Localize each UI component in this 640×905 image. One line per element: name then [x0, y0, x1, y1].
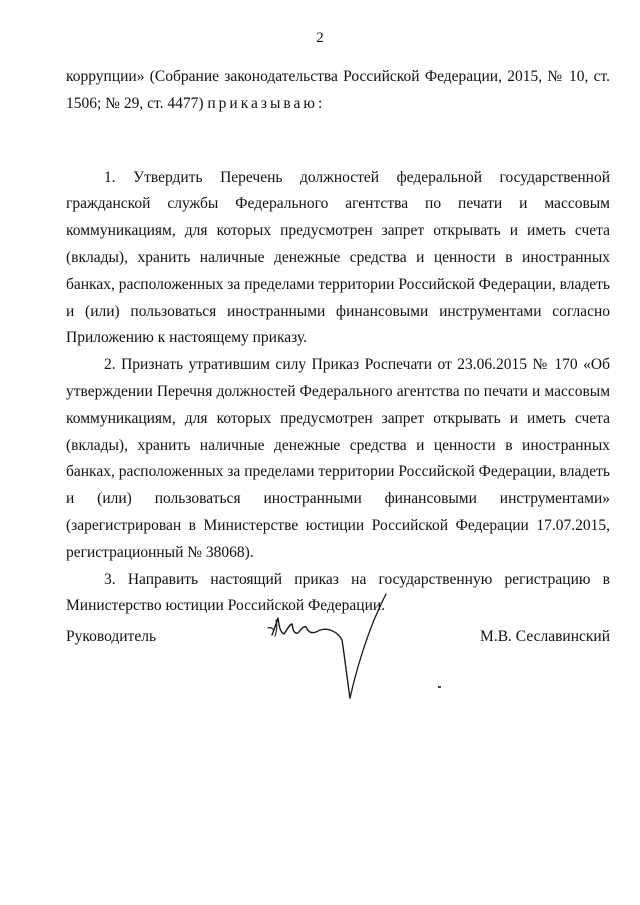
order-keyword: приказываю: [207, 94, 326, 112]
paragraph-item-3: 3. Направить настоящий приказ на государственную регистрацию в Министерство юстиции Российской Федерации. [66, 570, 610, 615]
signatory-name: М.В. Сеславинский [480, 628, 610, 645]
signatory-title: Руководитель [66, 628, 157, 645]
paragraph-preamble [66, 64, 610, 118]
scan-speck [438, 686, 441, 688]
document-body [66, 64, 610, 620]
page-number: 2 [316, 30, 324, 46]
paragraph-gap [66, 118, 610, 165]
handwritten-signature [262, 590, 392, 705]
paragraph-item-1: 1. Утвердить Перечень должностей федеральной государственной гражданской службы Федерального агентства по печати и массовым коммуникациям, для которых предусмотрен запрет открывать и иметь счета (вклады), хранить наличные денежные средства и ценности в иностранных банках, расположенных за пределами территории Российской Федерации, владеть и (или) пользоваться иностранными финансовыми инструментами согласно Приложению к настоящему приказу. [66, 168, 610, 347]
preamble-text: коррупции» (Собрание законодательства Российской Федерации, 2015, № 10, ст. 1506; № 29, ст. 4477) [66, 68, 610, 112]
paragraph-item-2: 2. Признать утратившим силу Приказ Роспечати от 23.06.2015 № 170 «Об утверждении Перечня должностей Федерального агентства по печати и массовым коммуникациям, для которых предусмотрен запрет открывать и иметь счета (вклады), хранить наличные денежные средства и ценности в иностранных банках, расположенных за пределами территории Российской Федерации, владеть и (или) пользоваться иностранными финансовыми инструментами» (зарегистрирован в Министерстве юстиции Российской Федерации 17.07.2015, регистрационный № 38068). [66, 356, 610, 561]
